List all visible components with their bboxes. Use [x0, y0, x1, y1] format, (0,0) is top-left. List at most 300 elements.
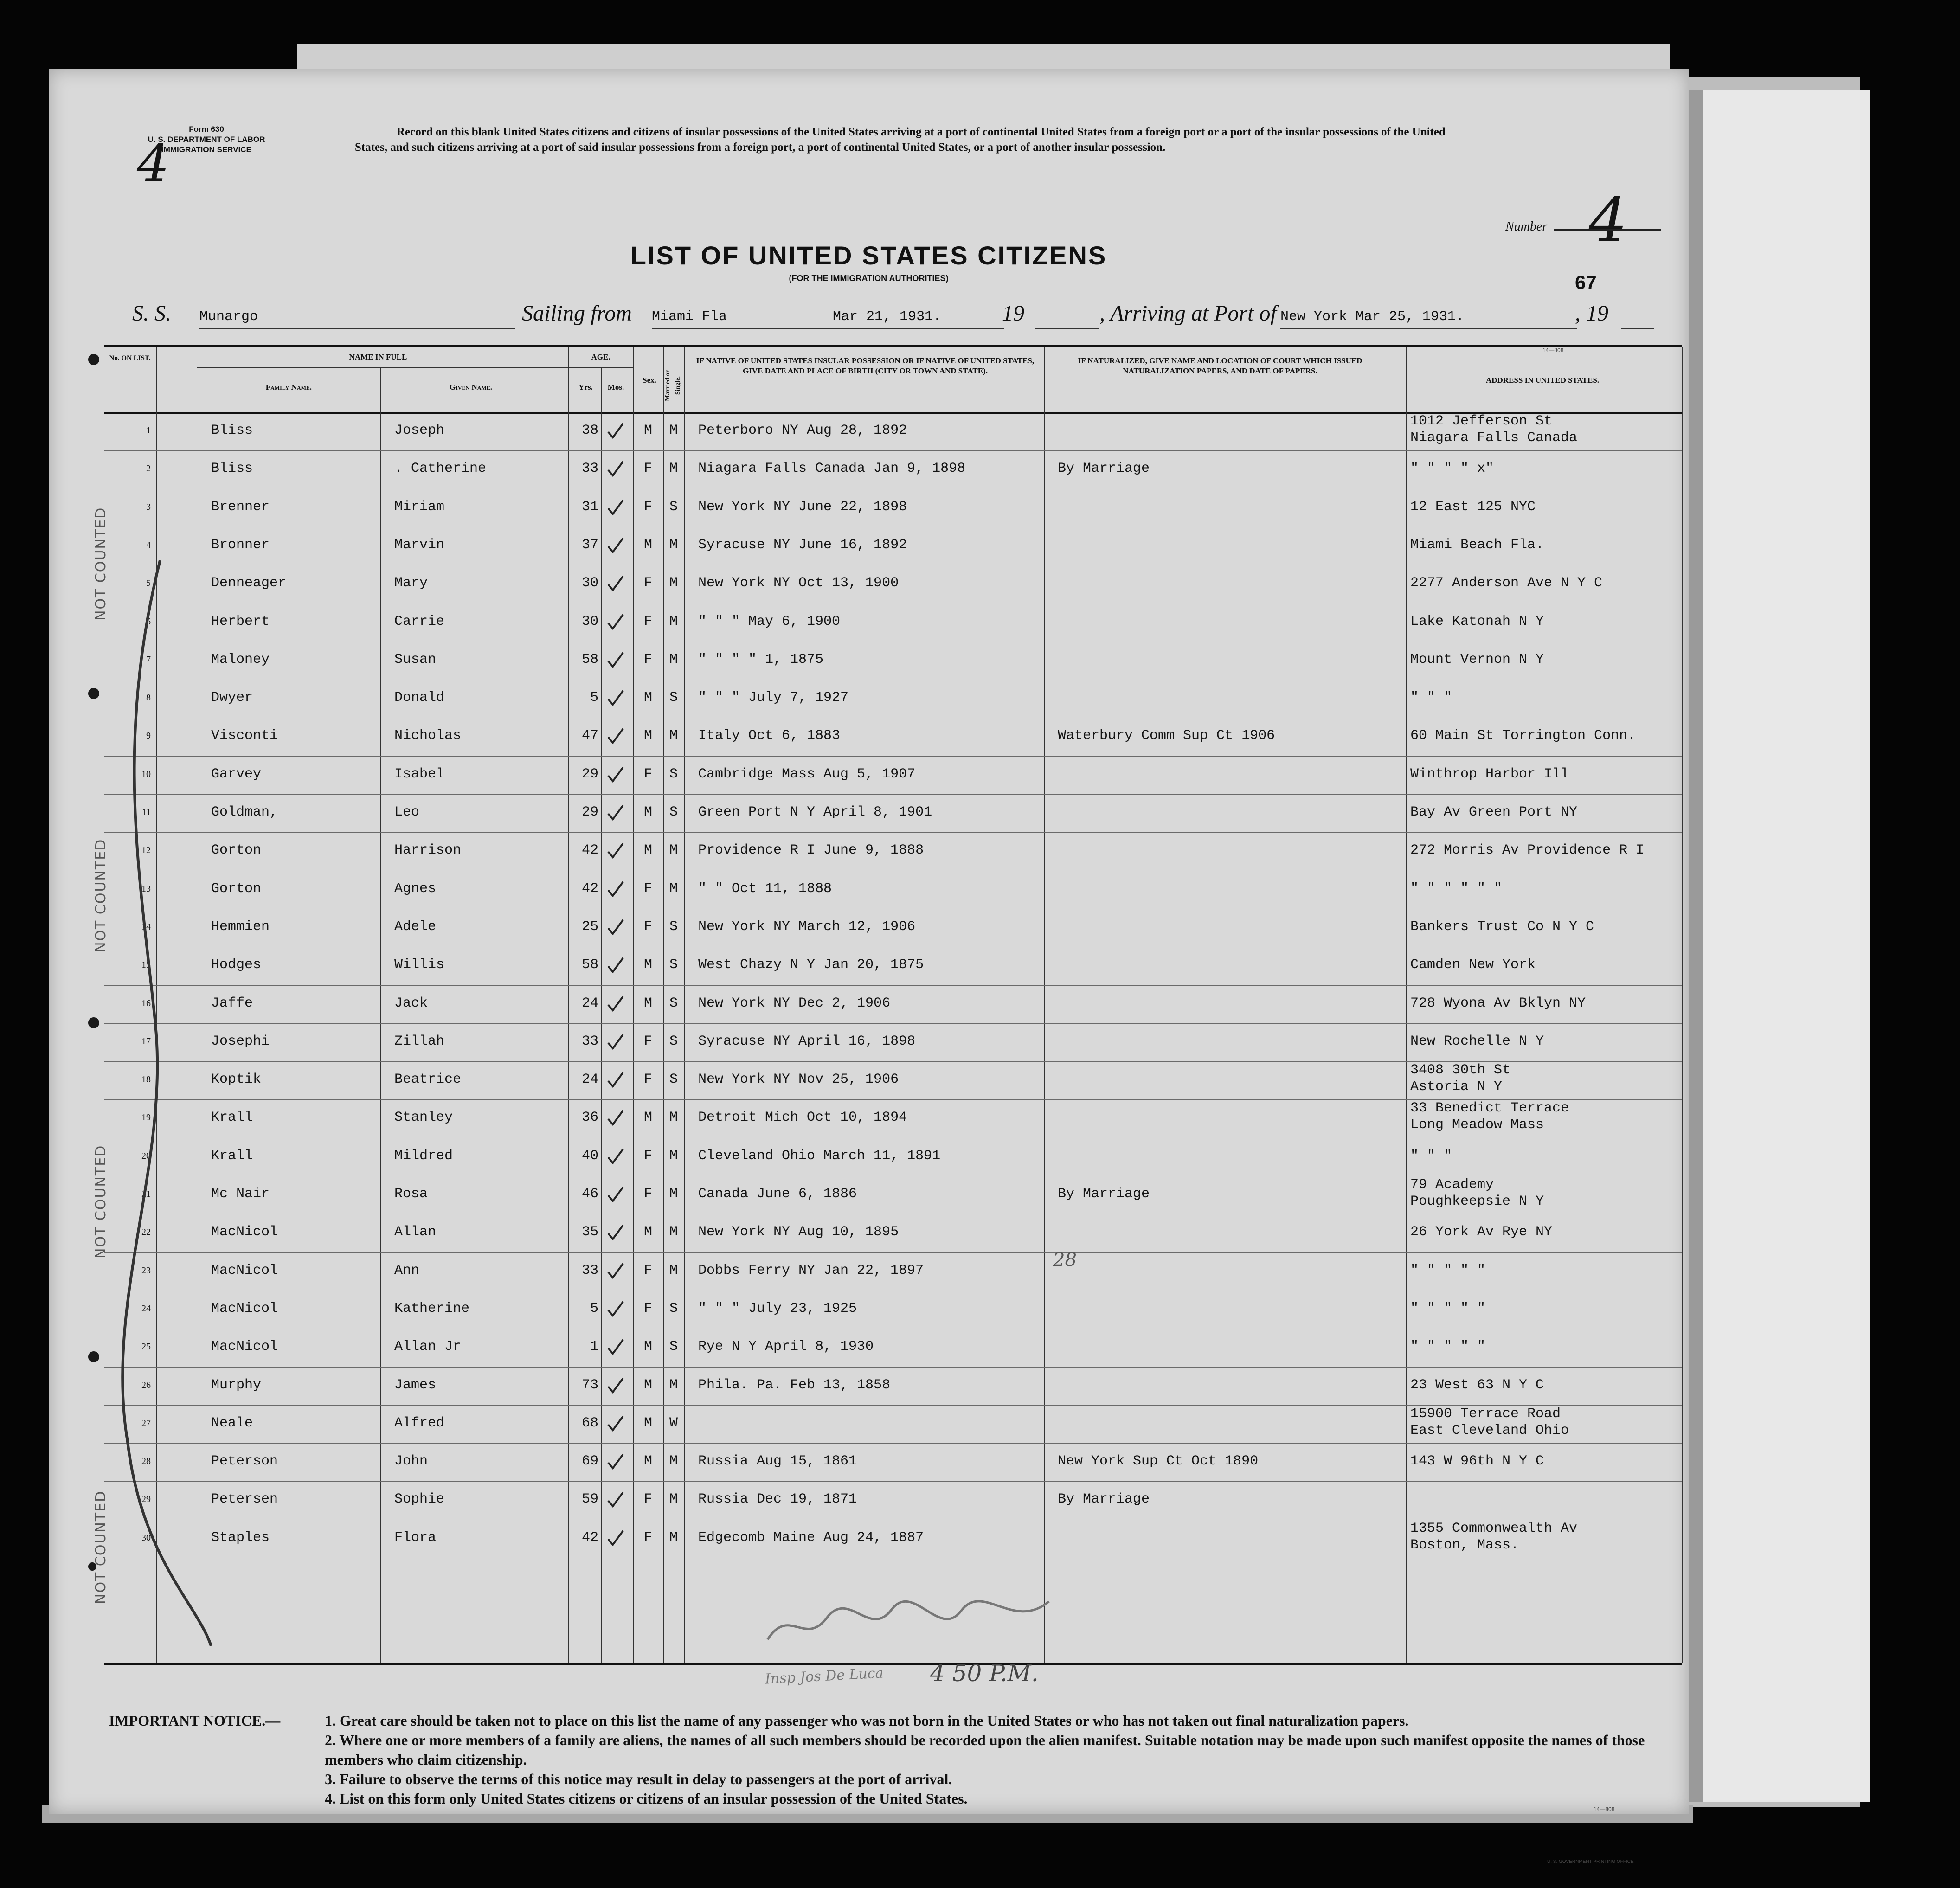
marital-status: S — [669, 918, 678, 935]
col-name-in-full: NAME IN FULL — [349, 353, 407, 361]
checkmark-icon — [606, 995, 625, 1013]
notice-item-4: 4. List on this form only United States citizens or citizens of an insular possession of the United States. — [325, 1790, 968, 1807]
sex: F — [643, 766, 652, 782]
row-number: 15 — [141, 960, 151, 970]
marital-status: S — [669, 957, 678, 973]
family-name: MacNicol — [211, 1224, 278, 1240]
given-name: Carrie — [394, 613, 445, 629]
checkmark-icon — [606, 536, 625, 555]
family-name: Bronner — [211, 537, 270, 553]
row-number: 26 — [141, 1380, 151, 1390]
marital-status: M — [669, 880, 678, 897]
address-line: Astoria N Y — [1410, 1079, 1503, 1095]
age-years: 29 — [581, 766, 598, 782]
row-number: 24 — [141, 1303, 151, 1314]
row-rule — [104, 1252, 1682, 1253]
address-line: 2277 Anderson Ave N Y C — [1410, 575, 1603, 591]
birth-place-date: Syracuse NY April 16, 1898 — [698, 1033, 916, 1049]
sex: M — [643, 1339, 652, 1355]
not-counted-stamp-2: NOT COUNTED — [93, 838, 109, 952]
checkmark-icon — [606, 956, 625, 975]
given-name: Willis — [394, 957, 445, 973]
row-number: 27 — [141, 1418, 151, 1428]
col-years: Yrs. — [578, 383, 593, 392]
department-name: U. S. DEPARTMENT OF LABOR — [148, 135, 265, 144]
given-name: Isabel — [394, 766, 445, 782]
checkmark-icon — [606, 841, 625, 860]
col-married-single: Married or Single. — [664, 370, 681, 401]
address-line: Lake Katonah N Y — [1410, 613, 1544, 629]
form-code-bottom: 14—808 — [1594, 1806, 1615, 1812]
family-name: Neale — [211, 1415, 253, 1431]
marital-status: S — [669, 1300, 678, 1316]
family-name: Hodges — [211, 957, 262, 973]
sex: F — [643, 880, 652, 897]
address-line: Camden New York — [1410, 957, 1536, 973]
marital-status: S — [669, 499, 678, 515]
manifest-page — [49, 69, 1689, 1864]
ship-name: Munargo — [199, 305, 515, 329]
given-name: Sophie — [394, 1491, 445, 1508]
row-number: 13 — [141, 883, 151, 894]
marital-status: M — [669, 1148, 678, 1164]
age-subrule — [571, 367, 633, 368]
checkmark-icon — [606, 1071, 625, 1089]
marital-status: W — [669, 1415, 678, 1431]
birth-place-date: Cleveland Ohio March 11, 1891 — [698, 1148, 941, 1164]
sex: M — [643, 728, 652, 744]
marital-status: M — [669, 651, 678, 668]
time-note: 4 50 P.M. — [930, 1660, 1039, 1687]
given-name: Jack — [394, 995, 428, 1011]
sex: F — [643, 1186, 652, 1202]
col-given-name: Given Name. — [449, 383, 492, 392]
age-years: 42 — [581, 880, 598, 897]
row-number: 23 — [141, 1265, 151, 1276]
marital-status: M — [669, 1453, 678, 1470]
sex: M — [643, 690, 652, 706]
row-number: 7 — [146, 654, 151, 665]
family-name: Dwyer — [211, 690, 253, 706]
row-rule — [104, 794, 1682, 795]
sex: F — [643, 1491, 652, 1508]
arriving-label: , Arriving at Port of — [1099, 301, 1277, 326]
row-number: 12 — [141, 845, 151, 856]
birth-place-date: " " " " 1, 1875 — [698, 651, 824, 668]
sex: F — [643, 918, 652, 935]
birth-place-date: Green Port N Y April 8, 1901 — [698, 804, 932, 820]
row-number: 3 — [146, 501, 151, 512]
address-line: 26 York Av Rye NY — [1410, 1224, 1553, 1240]
age-years: 24 — [581, 995, 598, 1011]
family-name: Denneager — [211, 575, 287, 591]
marital-status: S — [669, 804, 678, 820]
family-name: Garvey — [211, 766, 262, 782]
birth-place-date: Syracuse NY June 16, 1892 — [698, 537, 907, 553]
sex: M — [643, 995, 652, 1011]
row-rule — [104, 985, 1682, 986]
address-line: Mount Vernon N Y — [1410, 651, 1544, 668]
row-number: 1 — [146, 425, 151, 436]
address-line: Winthrop Harbor Ill — [1410, 766, 1569, 782]
number-underline — [1554, 229, 1661, 231]
sex: M — [643, 1453, 652, 1470]
birth-place-date: New York NY Dec 2, 1906 — [698, 995, 891, 1011]
age-years: 69 — [581, 1453, 598, 1470]
birth-place-date: Italy Oct 6, 1883 — [698, 728, 841, 744]
back-sheet-1 — [297, 44, 1670, 72]
marital-status: S — [669, 1072, 678, 1088]
age-years: 58 — [581, 957, 598, 973]
col-age: AGE. — [591, 353, 610, 361]
address-line: 272 Morris Av Providence R I — [1410, 842, 1645, 859]
row-number: 16 — [141, 998, 151, 1008]
sex: F — [643, 1148, 652, 1164]
age-years: 33 — [581, 1262, 598, 1278]
age-years: 37 — [581, 537, 598, 553]
age-years: 25 — [581, 918, 598, 935]
given-name: James — [394, 1377, 437, 1393]
checkmark-icon — [606, 498, 625, 517]
col-months: Mos. — [607, 383, 624, 392]
col-birth: IF NATIVE OF UNITED STATES INSULAR POSSESSION OR IF NATIVE OF UNITED STATES, GIVE DATE AND PLACE OF BIRTH (CITY OR TOWN AND STATE). — [696, 356, 1035, 375]
row-rule — [104, 1367, 1682, 1368]
birth-place-date: Cambridge Mass Aug 5, 1907 — [698, 766, 916, 782]
given-name: Beatrice — [394, 1072, 462, 1088]
row-rule — [104, 450, 1682, 451]
naturalization-info: By Marriage — [1058, 1186, 1150, 1202]
notice-item-2: 2. Where one or more members of a family are aliens, the names of all such members should be recorded upon the alien manifest. Suitable notation may be made upon such manifest opposite the names of those members who claim citizenship. — [325, 1732, 1645, 1768]
age-years: 5 — [590, 690, 598, 706]
notice-label: IMPORTANT NOTICE.— — [109, 1712, 281, 1729]
given-name: Leo — [394, 804, 420, 820]
row-number: 2 — [146, 463, 151, 474]
marital-status: M — [669, 842, 678, 859]
family-name: Mc Nair — [211, 1186, 270, 1202]
given-name: Allan — [394, 1224, 437, 1240]
year-blank-1 — [1035, 305, 1099, 329]
birth-place-date: Canada June 6, 1886 — [698, 1186, 857, 1202]
marital-status: M — [669, 1110, 678, 1126]
row-rule — [104, 756, 1682, 757]
family-name: Jaffe — [211, 995, 253, 1011]
passenger-table — [104, 345, 1682, 1665]
naturalization-info: By Marriage — [1058, 1491, 1150, 1508]
age-years: 35 — [581, 1224, 598, 1240]
sex: F — [643, 1262, 652, 1278]
given-name: John — [394, 1453, 428, 1470]
address-line: 79 Academy — [1410, 1177, 1494, 1193]
notice-item-3: 3. Failure to observe the terms of this notice may result in delay to passengers at the port of arrival. — [325, 1771, 952, 1787]
row-rule — [104, 1061, 1682, 1062]
sex: F — [643, 575, 652, 591]
row-number: 29 — [141, 1494, 151, 1505]
sex: F — [643, 613, 652, 629]
checkmark-icon — [606, 880, 625, 899]
form-subtitle: (FOR THE IMMIGRATION AUTHORITIES) — [789, 274, 949, 283]
row-number: 19 — [141, 1112, 151, 1123]
form-number: Form 630 — [189, 125, 224, 134]
row-number: 28 — [141, 1456, 151, 1467]
family-name: Koptik — [211, 1072, 262, 1088]
family-name: Brenner — [211, 499, 270, 515]
naturalization-info: Waterbury Comm Sup Ct 1906 — [1058, 728, 1275, 744]
given-name: Mildred — [394, 1148, 453, 1164]
marital-status: M — [669, 537, 678, 553]
family-name: MacNicol — [211, 1262, 278, 1278]
ss-label: S. S. — [132, 301, 171, 326]
sex: M — [643, 1377, 652, 1393]
family-name: Krall — [211, 1110, 253, 1126]
sex: M — [643, 957, 652, 973]
family-name: Petersen — [211, 1491, 278, 1508]
sex: F — [643, 499, 652, 515]
page-edge-shadow — [1689, 90, 1703, 1802]
sailing-port: Miami Fla — [652, 309, 727, 325]
checkmark-icon — [606, 1033, 625, 1051]
marital-status: S — [669, 690, 678, 706]
count-note: 28 — [1053, 1249, 1077, 1271]
address-line: Bankers Trust Co N Y C — [1410, 918, 1594, 935]
age-years: 73 — [581, 1377, 598, 1393]
address-line: 1355 Commonwealth Av — [1410, 1520, 1578, 1536]
given-name: Donald — [394, 690, 445, 706]
row-number: 17 — [141, 1036, 151, 1047]
age-years: 38 — [581, 423, 598, 438]
col-no-on-list: No. ON LIST. — [109, 354, 151, 362]
address-line: " " " " " — [1410, 1339, 1486, 1355]
vrule-family — [380, 367, 381, 1663]
sex: M — [643, 423, 652, 438]
family-name: Josephi — [211, 1033, 270, 1049]
age-years: 30 — [581, 575, 598, 591]
family-name: MacNicol — [211, 1300, 278, 1316]
naturalization-info: By Marriage — [1058, 461, 1150, 477]
age-years: 33 — [581, 461, 598, 477]
address-line: 728 Wyona Av Bklyn NY — [1410, 995, 1586, 1011]
row-number: 11 — [141, 807, 151, 817]
birth-place-date: Russia Dec 19, 1871 — [698, 1491, 857, 1508]
family-name: Maloney — [211, 651, 270, 668]
sex: F — [643, 651, 652, 668]
checkmark-icon — [606, 422, 625, 440]
marital-status: S — [669, 995, 678, 1011]
checkmark-icon — [606, 1414, 625, 1433]
row-number: 8 — [146, 693, 151, 703]
checkmark-icon — [606, 765, 625, 784]
address-line: " " " " " — [1410, 1262, 1486, 1278]
arriving-port: New York Mar 25, 1931. — [1280, 305, 1577, 329]
vrule-yrs — [601, 367, 602, 1663]
address-line: 15900 Terrace Road — [1410, 1406, 1561, 1422]
checkmark-icon — [606, 1338, 625, 1356]
age-years: 58 — [581, 651, 598, 668]
age-years: 42 — [581, 1529, 598, 1546]
birth-place-date: New York NY March 12, 1906 — [698, 918, 916, 935]
given-name: . Catherine — [394, 461, 487, 477]
sex: M — [643, 1110, 652, 1126]
age-years: 24 — [581, 1072, 598, 1088]
page-number: 67 — [1575, 271, 1597, 293]
address-line: " " " " x" — [1410, 461, 1494, 477]
family-name: Bliss — [211, 461, 253, 477]
age-years: 42 — [581, 842, 598, 859]
family-name: Murphy — [211, 1377, 262, 1393]
birth-place-date: New York NY Aug 10, 1895 — [698, 1224, 899, 1240]
checkmark-icon — [606, 1223, 625, 1242]
checkmark-icon — [606, 1185, 625, 1204]
given-name: Alfred — [394, 1415, 445, 1431]
checkmark-icon — [606, 803, 625, 822]
birth-place-date: Niagara Falls Canada Jan 9, 1898 — [698, 461, 966, 477]
age-years: 29 — [581, 804, 598, 820]
checkmark-icon — [606, 1109, 625, 1127]
given-name: Flora — [394, 1529, 437, 1546]
sailing-from — [652, 305, 1004, 329]
birth-place-date: Dobbs Ferry NY Jan 22, 1897 — [698, 1262, 924, 1278]
marital-status: M — [669, 1529, 678, 1546]
row-number: 10 — [141, 769, 151, 779]
birth-place-date: Edgecomb Maine Aug 24, 1887 — [698, 1529, 924, 1546]
birth-place-date: New York NY Nov 25, 1906 — [698, 1072, 899, 1088]
address-line: " " " — [1410, 1148, 1452, 1164]
checkmark-icon — [606, 574, 625, 593]
row-rule — [104, 1443, 1682, 1444]
birth-place-date: Detroit Mich Oct 10, 1894 — [698, 1110, 907, 1126]
given-name: Harrison — [394, 842, 462, 859]
address-line: Long Meadow Mass — [1410, 1117, 1544, 1133]
row-number: 14 — [141, 921, 151, 932]
row-number: 4 — [146, 539, 151, 550]
page-edge-strip — [1689, 90, 1870, 1802]
row-number: 25 — [141, 1342, 151, 1352]
checkmark-icon — [606, 1147, 625, 1166]
birth-place-date: " " " July 7, 1927 — [698, 690, 849, 706]
marital-status: M — [669, 1377, 678, 1393]
given-name: Joseph — [394, 423, 445, 438]
not-counted-stamp-4: NOT COUNTED — [93, 1490, 109, 1604]
address-line: " " " — [1410, 690, 1452, 706]
family-name: Hemmien — [211, 918, 270, 935]
checkmark-icon — [606, 1452, 625, 1471]
number-label: Number — [1505, 219, 1548, 234]
given-name: Adele — [394, 918, 437, 935]
not-counted-stamp-3: NOT COUNTED — [93, 1144, 109, 1259]
family-name: Gorton — [211, 880, 262, 897]
row-number: 21 — [141, 1189, 151, 1199]
address-line: 23 West 63 N Y C — [1410, 1377, 1544, 1393]
address-line: 3408 30th St — [1410, 1062, 1511, 1079]
birth-place-date: Russia Aug 15, 1861 — [698, 1453, 857, 1470]
count-bracket-stroke — [86, 328, 253, 1650]
checkmark-icon — [606, 460, 625, 478]
sex: F — [643, 461, 652, 477]
age-years: 59 — [581, 1491, 598, 1508]
checkmark-icon — [606, 689, 625, 707]
given-name: Ann — [394, 1262, 420, 1278]
marital-status: S — [669, 1339, 678, 1355]
col-naturalized: IF NATURALIZED, GIVE NAME AND LOCATION OF COURT WHICH ISSUED NATURALIZATION PAPERS, AND DATE OF PAPERS. — [1078, 356, 1362, 375]
sex: M — [643, 842, 652, 859]
notice-item-1: 1. Great care should be taken not to place on this list the name of any passenger who was not born in the United States or who has not taken out final naturalization papers. — [325, 1712, 1409, 1729]
sex: M — [643, 804, 652, 820]
address-line: Bay Av Green Port NY — [1410, 804, 1578, 820]
birth-place-date: Phila. Pa. Feb 13, 1858 — [698, 1377, 891, 1393]
given-name: Katherine — [394, 1300, 470, 1316]
checkmark-icon — [606, 651, 625, 669]
birth-place-date: New York NY Oct 13, 1900 — [698, 575, 899, 591]
age-years: 40 — [581, 1148, 598, 1164]
row-number: 18 — [141, 1074, 151, 1085]
given-name: Susan — [394, 651, 437, 668]
marital-status: S — [669, 766, 678, 782]
marital-status: S — [669, 1033, 678, 1049]
marital-status: M — [669, 728, 678, 744]
checkmark-icon — [606, 1376, 625, 1395]
row-rule — [104, 1481, 1682, 1482]
family-name: Peterson — [211, 1453, 278, 1470]
checkmark-icon — [606, 918, 625, 937]
table-header — [104, 347, 1682, 414]
col-sex: Sex. — [643, 376, 656, 385]
vrule-birth — [1044, 347, 1045, 1663]
family-name: Gorton — [211, 842, 262, 859]
checkmark-icon — [606, 1262, 625, 1280]
col-address: ADDRESS IN UNITED STATES. — [1485, 376, 1600, 385]
checkmark-icon — [606, 1300, 625, 1318]
marital-status: M — [669, 1262, 678, 1278]
sex: M — [643, 1224, 652, 1240]
address-line: " " " " " — [1410, 1300, 1486, 1316]
family-name: MacNicol — [211, 1339, 278, 1355]
given-name: Marvin — [394, 537, 445, 553]
sailing-label: Sailing from — [522, 301, 632, 326]
given-name: Miriam — [394, 499, 445, 515]
address-line: 12 East 125 NYC — [1410, 499, 1536, 515]
birth-place-date: West Chazy N Y Jan 20, 1875 — [698, 957, 924, 973]
form-code-top: 14—808 — [1542, 347, 1564, 353]
family-name: Visconti — [211, 728, 278, 744]
address-line: 1012 Jefferson St — [1410, 413, 1553, 429]
sex: M — [643, 1415, 652, 1431]
row-rule — [104, 1023, 1682, 1024]
family-name: Herbert — [211, 613, 270, 629]
address-line: " " " " " " — [1410, 880, 1503, 897]
vrule-addr — [1682, 347, 1683, 1663]
marital-status: M — [669, 461, 678, 477]
address-line: Poughkeepsie N Y — [1410, 1194, 1544, 1209]
age-years: 1 — [590, 1339, 598, 1355]
marital-status: M — [669, 613, 678, 629]
row-number: 6 — [146, 616, 151, 627]
family-name: Goldman, — [211, 804, 278, 820]
birth-place-date: Rye N Y April 8, 1930 — [698, 1339, 874, 1355]
row-rule — [104, 1405, 1682, 1406]
address-line: Niagara Falls Canada — [1410, 430, 1578, 446]
marital-status: M — [669, 575, 678, 591]
marital-status: M — [669, 1186, 678, 1202]
marital-status: M — [669, 1491, 678, 1508]
year-label-1: 19 — [1002, 301, 1024, 326]
checkmark-icon — [606, 613, 625, 631]
given-name: Rosa — [394, 1186, 428, 1202]
birth-place-date: New York NY June 22, 1898 — [698, 499, 907, 515]
row-rule — [104, 832, 1682, 833]
checkmark-icon — [606, 727, 625, 745]
name-subrule — [197, 367, 572, 368]
given-name: Stanley — [394, 1110, 453, 1126]
family-name: Krall — [211, 1148, 253, 1164]
